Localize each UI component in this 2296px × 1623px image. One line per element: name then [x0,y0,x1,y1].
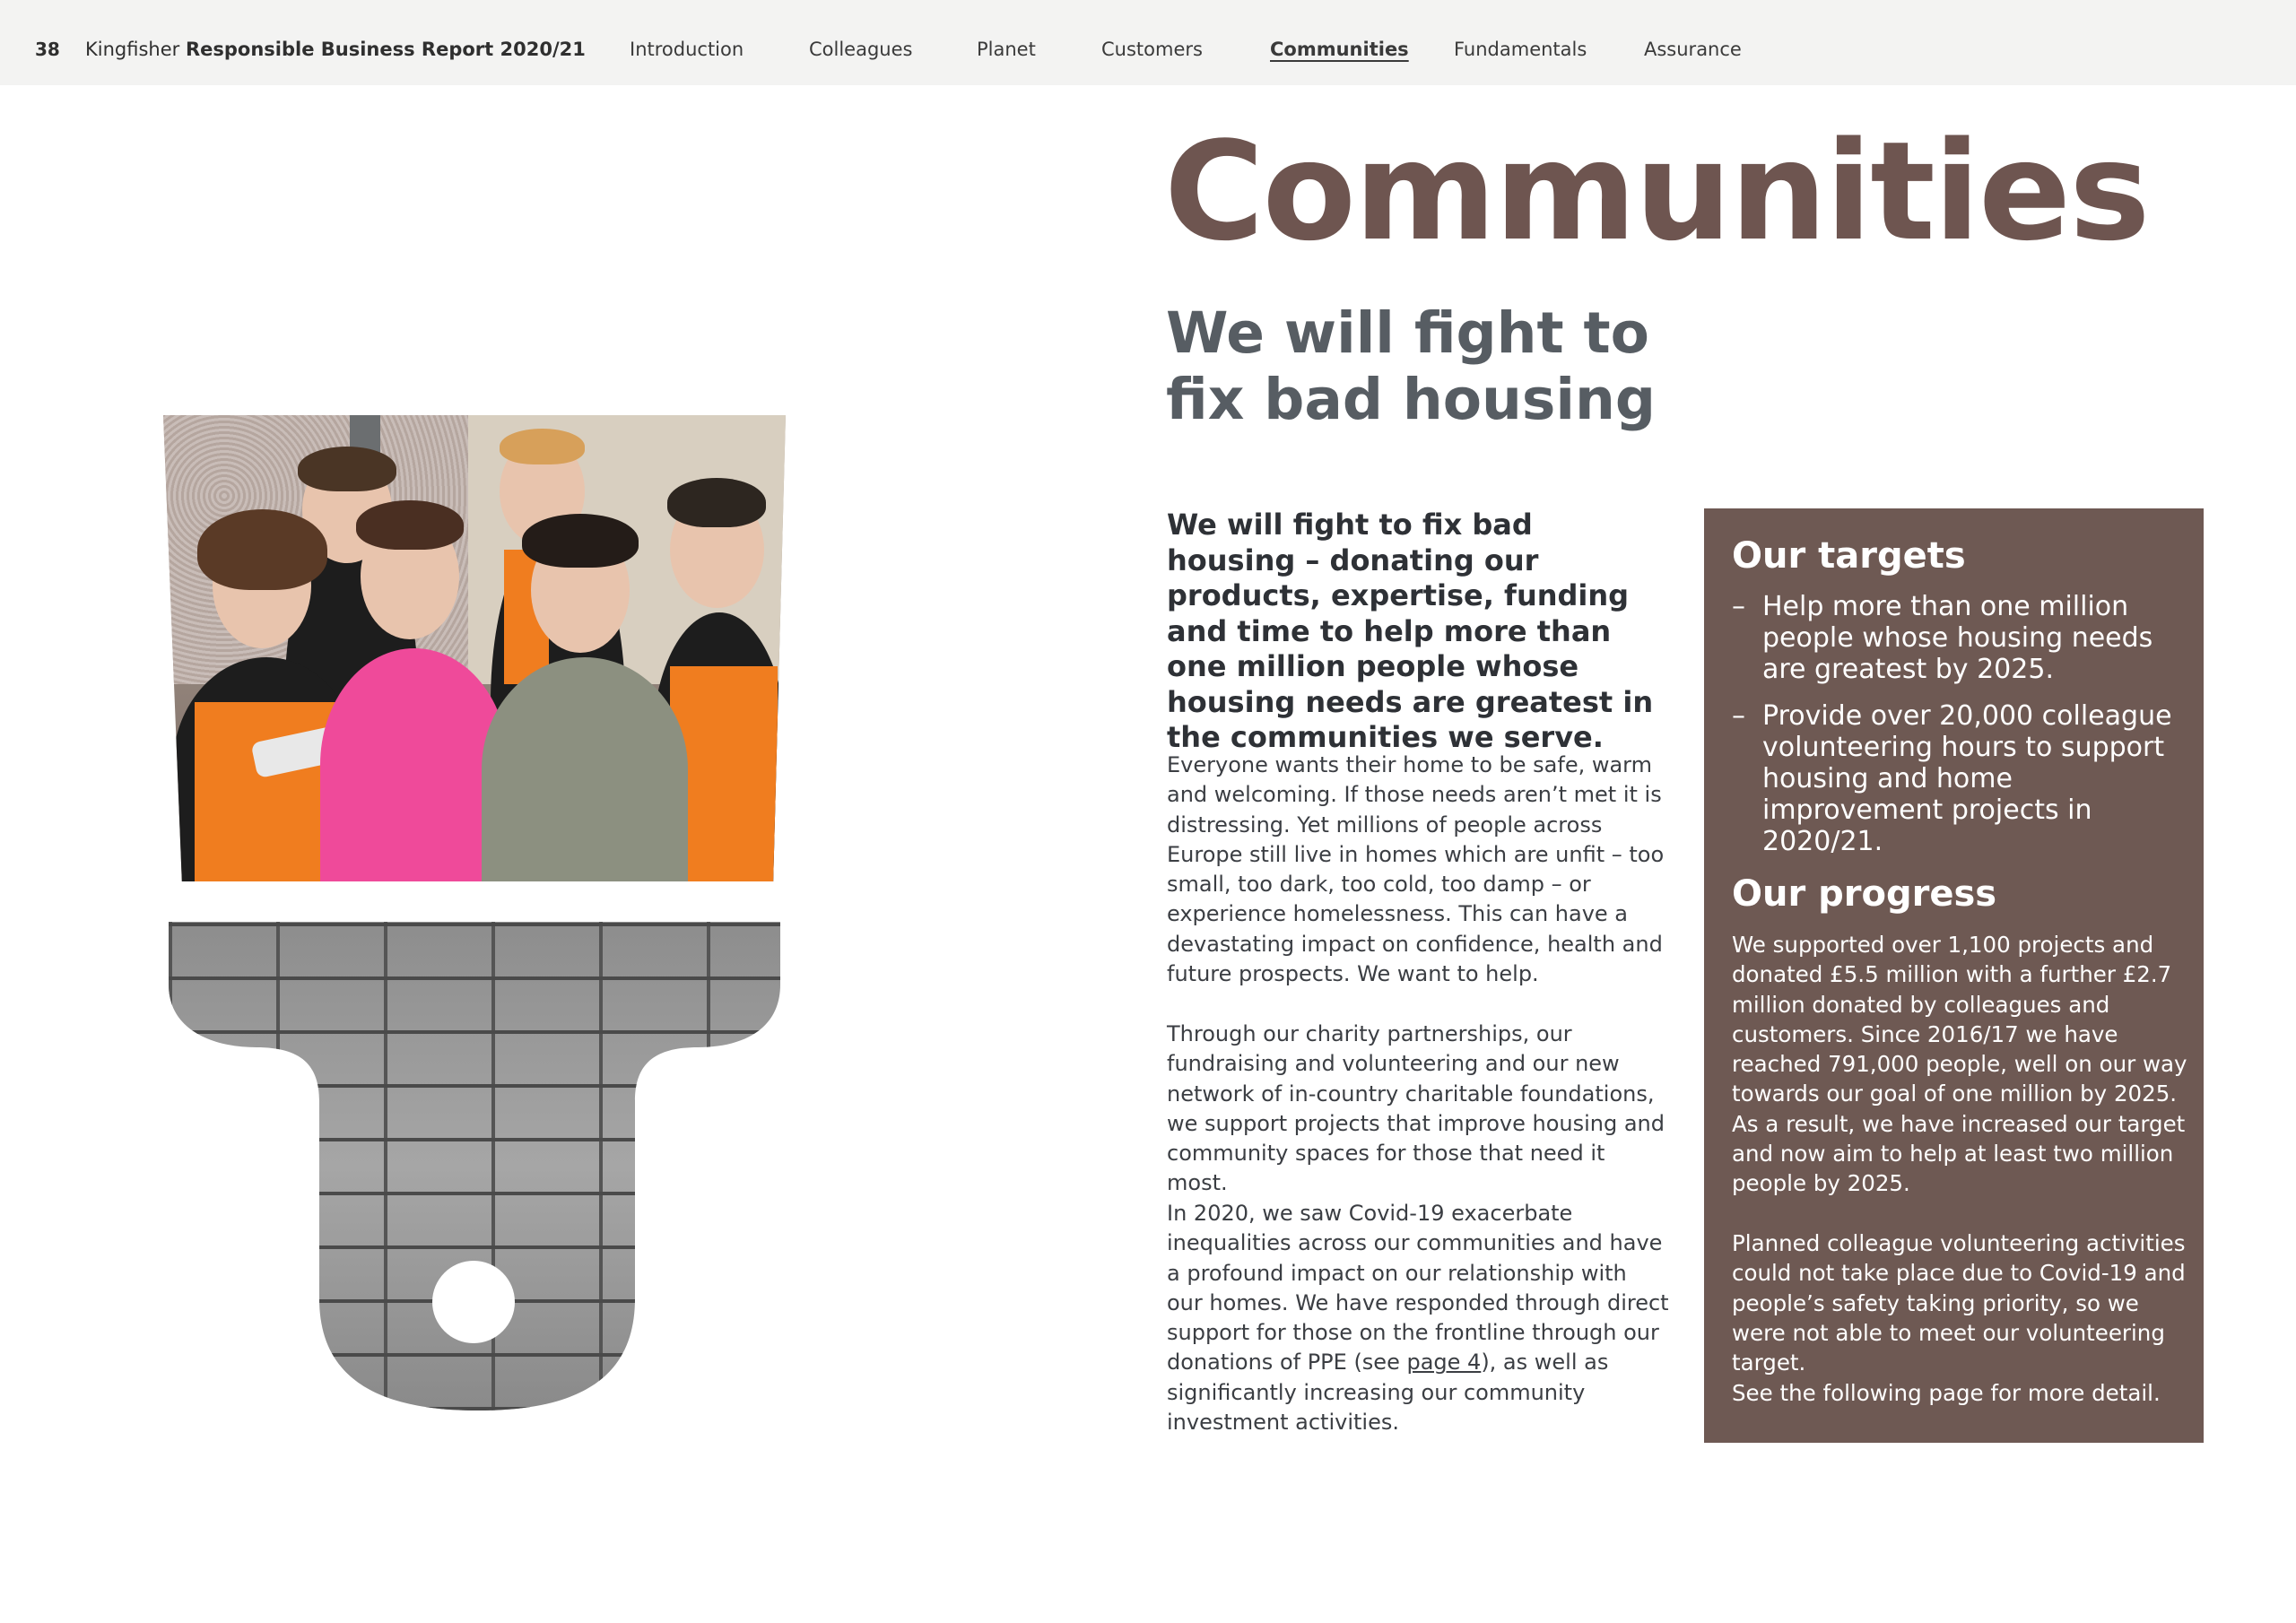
body-paragraph-2: Through our charity partnerships, our fundraising and volunteering and our new network of in-country charitable foundations, we support projects that improve housing and community spaces for those that need it most. [1167,1021,1665,1196]
nav-colleagues[interactable]: Colleagues [809,39,913,60]
hair [356,500,464,550]
paragraph-3-text-start: In 2020, we saw Covid-19 exacerbate inequalities across our communities and have a profound impact on our relationship with our homes. We have responded through direct support for those on the frontline through our donations of PPE (see [1167,1201,1669,1376]
hair [667,478,766,527]
targets-progress-panel [1704,508,2204,1443]
target-text: Provide over 20,000 colleague volunteering hours to support housing and home improvement projects in 2020/21. [1762,700,2172,857]
target-text: Help more than one million people whose housing needs are greatest by 2025. [1762,591,2153,685]
page-title: Communities [1164,112,2149,271]
hair [500,429,585,464]
paragraph-3-text-end: ), as well as significantly increasing our community investment activities. [1167,1350,1609,1436]
report-title-brand: Kingfisher [85,39,180,60]
intro-lead-paragraph: We will fight to fix bad housing – donating our products, expertise, funding and time to help more than one million people whose housing needs are greatest in the communities we serve. [1167,508,1654,754]
nav-customers[interactable]: Customers [1101,39,1203,60]
report-title [85,39,586,60]
progress-paragraph-3: See the following page for more detail. [1732,1380,2161,1406]
nav-introduction[interactable]: Introduction [630,39,744,60]
paintbrush-hole [432,1261,515,1343]
hair [522,514,639,568]
dash-bullet: – [1732,700,1745,732]
page-4-link[interactable]: page 4 [1406,1350,1482,1376]
person-front-right [482,657,688,881]
body-paragraph-3 [1167,1199,1669,1437]
hair [298,447,396,491]
progress-paragraph-2: Planned colleague volunteering activities could not take place due to Covid-19 and people’s safety taking priority, so we were not able to meet our volunteering target. [1732,1230,2186,1376]
body-paragraph-1: Everyone wants their home to be safe, warm and welcoming. If those needs aren’t met it is distressing. Yet millions of people across Europe still live in homes which are unfit – too small, too dark, too cold, too damp – or experience homelessness. This can have a devastating impact on confidence, health and future prospects. We want to help. [1167,752,1665,987]
report-title-rest: Responsible Business Report 2020/21 [185,39,586,60]
person-front-center [320,648,509,881]
nav-assurance[interactable]: Assurance [1644,39,1742,60]
hair [197,509,327,590]
dash-bullet: – [1732,591,1745,622]
top-navigation-bar [0,0,2296,85]
list-item [1732,591,2180,685]
nav-planet[interactable]: Planet [977,39,1036,60]
targets-heading: Our targets [1732,535,1966,577]
page-number: 38 [35,39,60,60]
nav-fundamentals[interactable]: Fundamentals [1454,39,1587,60]
progress-heading: Our progress [1732,873,1997,915]
progress-paragraph-1: We supported over 1,100 projects and donated £5.5 million with a further £2.7 million donated by colleagues and customers. Since 2016/17 we have reached 791,000 people, well on our way towards our goal of one million by 2025. As a result, we have increased our target and now aim to help at least two million people by 2025. [1732,932,2187,1197]
page-subtitle: We will fight to fix bad housing [1166,300,1656,432]
list-item [1732,700,2180,857]
nav-communities[interactable]: Communities [1270,39,1409,60]
targets-list [1732,591,2180,872]
volunteers-photo [163,415,786,881]
